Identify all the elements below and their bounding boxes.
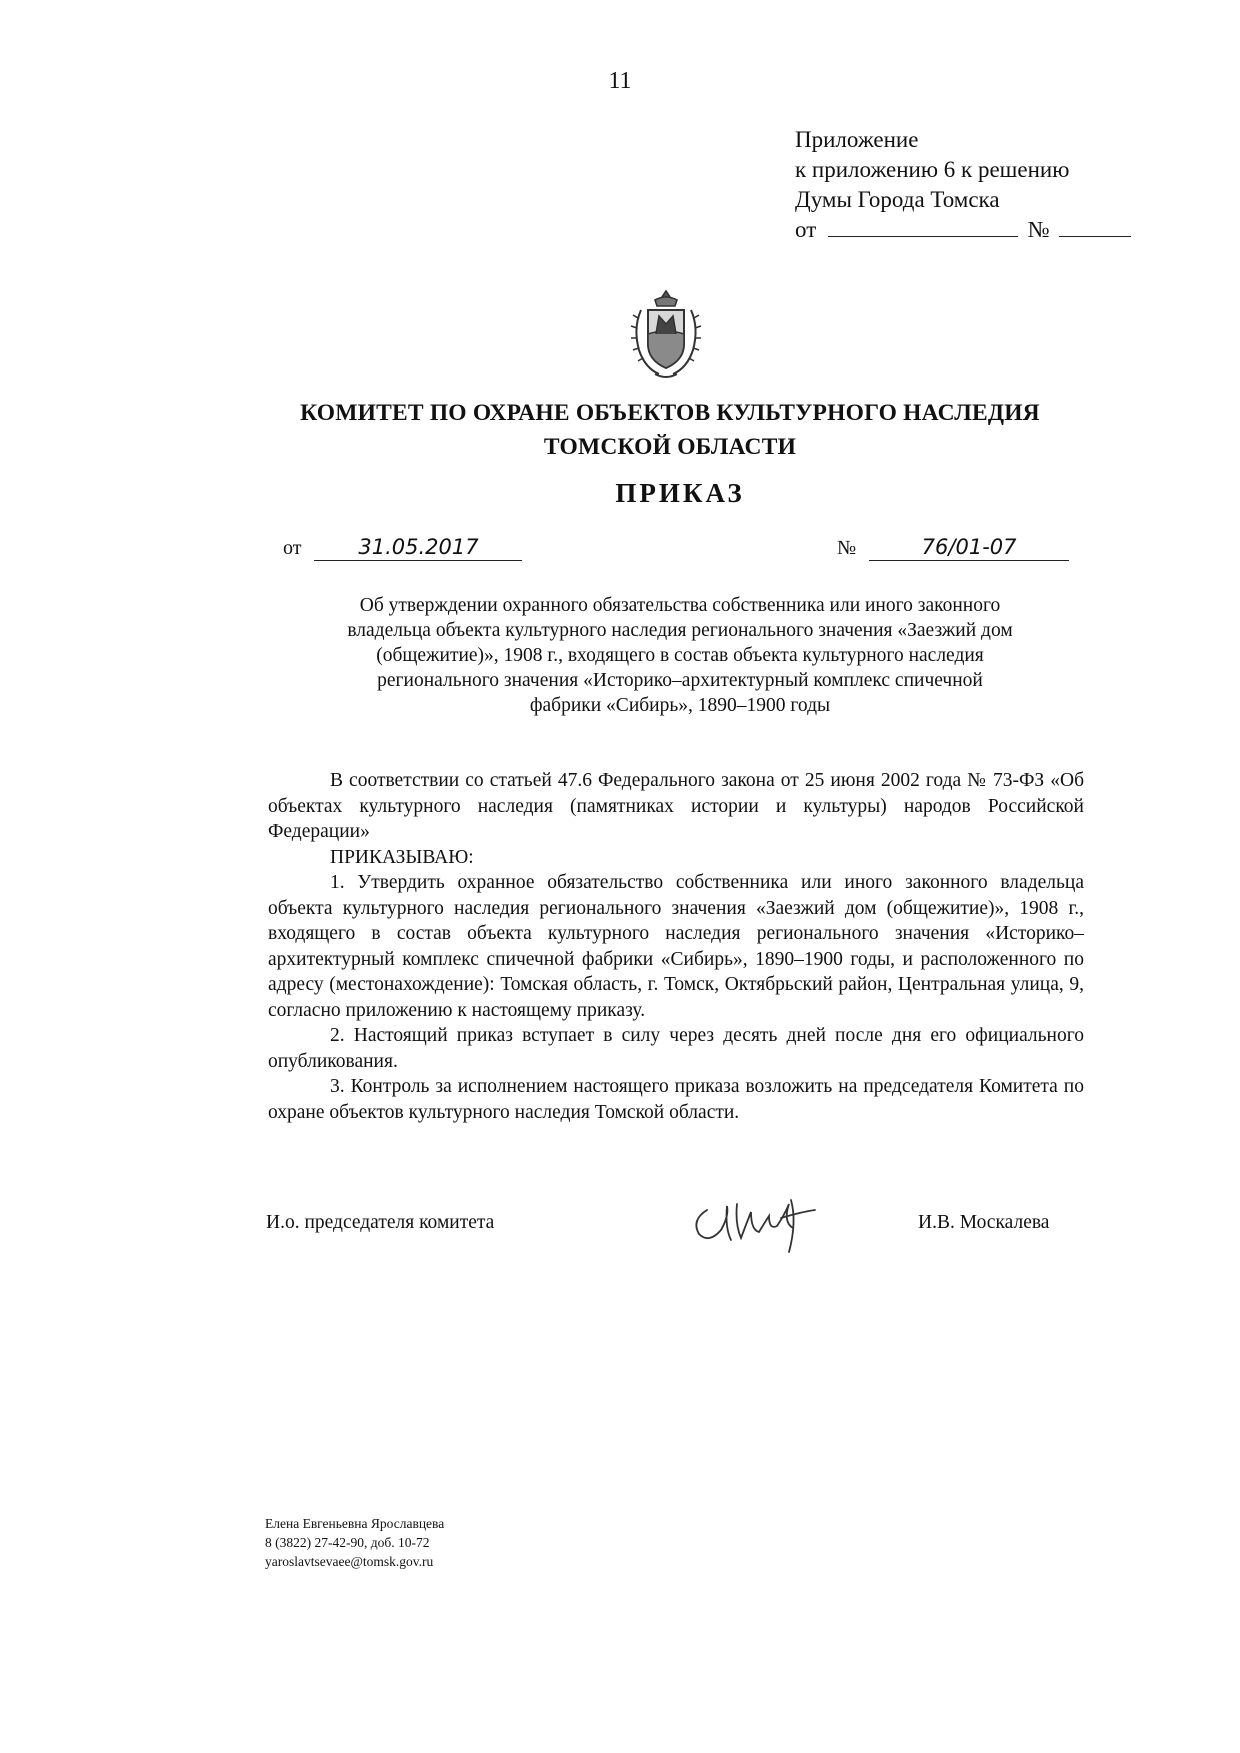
appendix-date-blank [828,216,1018,237]
order-item-1: 1. Утвердить охранное обязательство собственника или иного законного владельца объекта культурного наследия регионального значения «Заезжий дом (общежитие)», 1908 г., входящего в состав объекта культурного наследия регионального значения «Историко–архитектурный комплекс спичечной фабрики «Сибирь», 1890–1900 годы, и расположенного по адресу (местонахождение): Томская область, г. Томск, Октябрьский район, Центральная улица, 9, согласно приложению к настоящему приказу. [268,872,1084,1021]
executor-contact [265,1514,444,1571]
executor-phone: 8 (3822) 27-42-90, доб. 10-72 [265,1535,430,1550]
order-date [283,535,522,561]
order-item-2: 2. Настоящий приказ вступает в силу через десять дней после дня его официального опубликования. [268,1025,1084,1072]
order-date-label: от [283,537,302,559]
appendix-line-3: Думы Города Томска [795,187,1000,212]
subject-line-1: Об утверждении охранного обязательства собственника или иного законного [359,595,1001,616]
committee-line-2: ТОМСКОЙ ОБЛАСТИ [543,434,797,460]
page-number: 11 [608,68,632,94]
order-number-label: № [837,537,857,559]
appendix-from-label: от [795,217,817,242]
order-date-value: 31.05.2017 [314,535,522,561]
appendix-note [795,125,1215,245]
subject-line-4: регионального значения «Историко–архитектурный комплекс спичечной [377,670,983,691]
committee-header [200,396,1140,464]
executor-name: Елена Евгеньевна Ярославцева [265,1516,445,1531]
document-title: ПРИКАЗ [615,478,745,508]
coat-of-arms-icon [629,288,703,382]
appendix-number-label: № [1027,217,1050,242]
order-subject [230,593,1130,718]
appendix-line-1: Приложение [795,127,919,152]
subject-line-5: фабрики «Сибирь», 1890–1900 годы [529,695,831,716]
subject-line-2: владельца объекта культурного наследия регионального значения «Заезжий дом [347,620,1013,641]
signatory-name: И.В. Москалева [918,1212,1050,1233]
handwritten-signature-icon [685,1182,830,1262]
appendix-number-blank [1059,216,1131,237]
order-number-value: 76/01-07 [869,535,1069,561]
order-item-3: 3. Контроль за исполнением настоящего приказа возложить на председателя Комитета по охране объектов культурного наследия Томской области. [268,1076,1084,1123]
committee-line-1: КОМИТЕТ ПО ОХРАНЕ ОБЪЕКТОВ КУЛЬТУРНОГО НАСЛЕДИЯ [300,400,1040,426]
subject-line-3: (общежитие)», 1908 г., входящего в состав объекта культурного наследия [376,645,984,666]
order-body [268,768,1084,1125]
signatory-position: И.о. председателя комитета [266,1212,495,1233]
executor-email: yaroslavtsevaee@tomsk.gov.ru [265,1554,434,1569]
appendix-line-4 [795,215,1215,245]
order-directive: ПРИКАЗЫВАЮ: [330,846,474,868]
order-number [837,535,1069,561]
preamble-paragraph: В соответствии со статьей 47.6 Федерального закона от 25 июня 2002 года № 73-ФЗ «Об объектах культурного наследия (памятниках истории и культуры) народов Российской Федерации» [268,770,1084,842]
appendix-line-2: к приложению 6 к решению [795,157,1070,182]
